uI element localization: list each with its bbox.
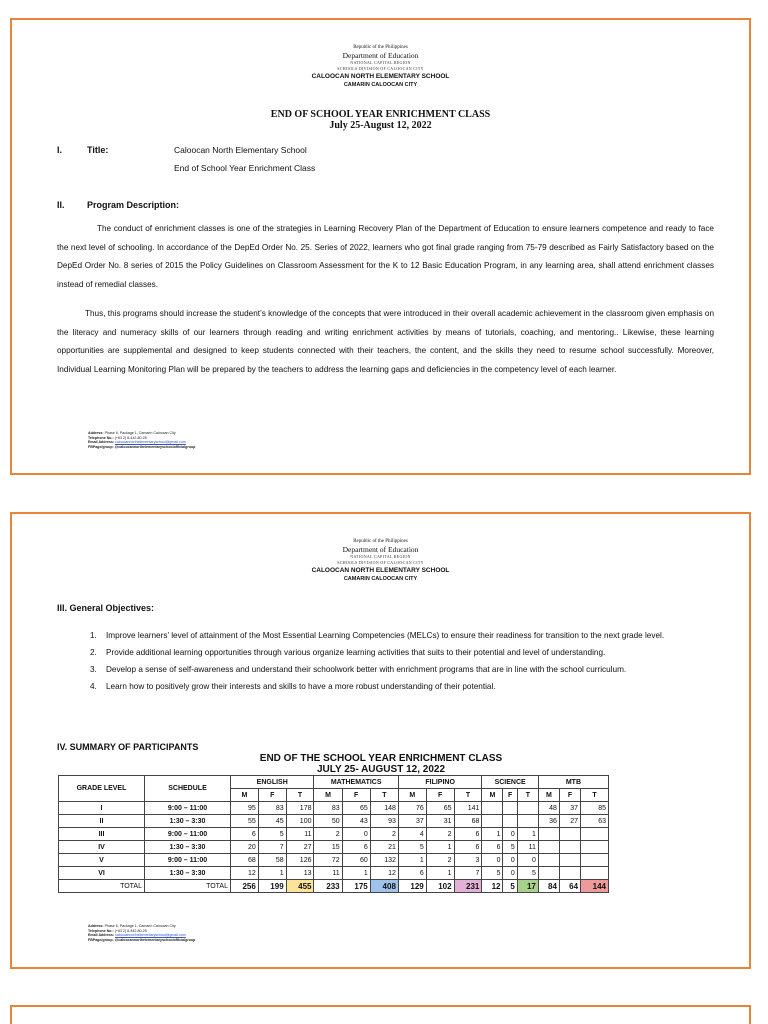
value-cell: 0 (503, 854, 517, 867)
value-cell: 5 (503, 841, 517, 854)
value-cell: 4 (398, 828, 426, 841)
value-cell (559, 828, 580, 841)
grade-cell: V (59, 854, 145, 867)
letterhead-region: NATIONAL CAPITAL REGION (350, 554, 411, 559)
value-cell (559, 841, 580, 854)
footer-email-label: Email Address: (88, 933, 115, 938)
value-cell: 93 (370, 815, 398, 828)
value-cell: 72 (314, 854, 342, 867)
document-page-2 (10, 512, 751, 969)
value-cell: 5 (482, 867, 503, 880)
value-cell: 2 (314, 828, 342, 841)
footer-address: Phase 6, Package 1, Camarin Caloocan City (104, 431, 176, 435)
header-english: ENGLISH (231, 776, 314, 789)
schedule-cell: 9:00 – 11:00 (145, 802, 231, 815)
value-cell: 68 (231, 854, 259, 867)
section-1-number: I. (57, 145, 63, 155)
subheader-t: T (370, 789, 398, 802)
value-cell: 1 (482, 828, 503, 841)
objective-item (90, 627, 716, 644)
value-cell: 0 (517, 854, 538, 867)
value-cell: 6 (454, 841, 482, 854)
objective-number: 3. (90, 665, 97, 674)
subheader-t: T (517, 789, 538, 802)
table-row (59, 815, 609, 828)
summary-heading: IV. SUMMARY OF PARTICIPANTS (57, 742, 199, 752)
value-cell: 31 (426, 815, 454, 828)
letterhead-department: Department of Education (342, 545, 419, 554)
value-cell: 6 (454, 828, 482, 841)
letterhead-region: NATIONAL CAPITAL REGION (350, 60, 411, 65)
value-cell: 55 (231, 815, 259, 828)
total-value-cell: 256 (231, 880, 259, 893)
value-cell: 95 (231, 802, 259, 815)
schedule-cell: 9:00 – 11:00 (145, 828, 231, 841)
subheader-t: T (454, 789, 482, 802)
value-cell: 15 (314, 841, 342, 854)
value-cell (581, 841, 609, 854)
header-mathematics: MATHEMATICS (314, 776, 398, 789)
value-cell: 76 (398, 802, 426, 815)
value-cell: 11 (286, 828, 314, 841)
objective-item (90, 678, 716, 695)
grade-cell: II (59, 815, 145, 828)
value-cell: 65 (342, 802, 370, 815)
title-line-2: July 25-August 12, 2022 (329, 120, 432, 131)
value-cell: 65 (426, 802, 454, 815)
schedule-cell: 1:30 – 3:30 (145, 841, 231, 854)
letterhead-division: SCHOOLS DIVISION OF CALOOCAN CITY (337, 66, 424, 71)
value-cell: 5 (258, 828, 286, 841)
value-cell: 1 (517, 828, 538, 841)
value-cell: 83 (314, 802, 342, 815)
value-cell: 50 (314, 815, 342, 828)
value-cell: 13 (286, 867, 314, 880)
total-label-grade: TOTAL (59, 880, 145, 893)
value-cell: 60 (342, 854, 370, 867)
value-cell (538, 854, 559, 867)
table-title-2: JULY 25- AUGUST 12, 2022 (316, 764, 446, 775)
letterhead-school: CALOOCAN NORTH ELEMENTARY SCHOOL (311, 73, 450, 80)
value-cell (482, 815, 503, 828)
value-cell: 27 (559, 815, 580, 828)
participants-summary-table (58, 775, 609, 893)
value-cell: 1 (398, 854, 426, 867)
letterhead-republic: Republic of the Philippines (353, 539, 408, 544)
total-value-cell: 233 (314, 880, 342, 893)
value-cell: 178 (286, 802, 314, 815)
footer-address-label: Address: (88, 924, 104, 928)
objective-text: Provide additional learning opportunities through various organize learning activities that suits to their potential and level of understanding. (106, 648, 606, 657)
value-cell (538, 841, 559, 854)
value-cell: 68 (454, 815, 482, 828)
footer-telephone-label: Telephone No.: (88, 928, 114, 933)
value-cell: 20 (231, 841, 259, 854)
subheader-f: F (342, 789, 370, 802)
subheader-m: M (482, 789, 503, 802)
footer-fb-label: FBPage/group: (88, 444, 114, 449)
table-body (59, 802, 609, 893)
footer-address-label: Address: (88, 431, 104, 435)
value-cell: 141 (454, 802, 482, 815)
subheader-t: T (581, 789, 609, 802)
value-cell: 1 (426, 867, 454, 880)
footer-telephone-label: Telephone No.: (88, 435, 114, 440)
footer-fb-label: FBPage/group: (88, 937, 114, 942)
objective-item (90, 661, 716, 678)
objective-number: 2. (90, 648, 97, 657)
letterhead-school: CALOOCAN NORTH ELEMENTARY SCHOOL (311, 567, 450, 574)
footer-fb: @caloocannorthelementaryschoolofficialgroup (114, 937, 196, 942)
value-cell: 12 (231, 867, 259, 880)
value-cell: 83 (258, 802, 286, 815)
subheader-m: M (398, 789, 426, 802)
document-page-1 (10, 18, 751, 475)
subject-total-cell: 408 (370, 880, 398, 893)
total-value-cell: 102 (426, 880, 454, 893)
value-cell: 11 (314, 867, 342, 880)
value-cell: 126 (286, 854, 314, 867)
value-cell (559, 854, 580, 867)
total-row (59, 880, 609, 893)
subheader-f: F (559, 789, 580, 802)
value-cell: 45 (258, 815, 286, 828)
footer-address: Phase 6, Package 1, Camarin Caloocan City (104, 924, 176, 928)
value-cell: 58 (258, 854, 286, 867)
letterhead-place: CAMARIN CALOOCAN CITY (343, 82, 418, 88)
letterhead (12, 538, 749, 584)
objectives-list (90, 627, 716, 695)
table-row (59, 841, 609, 854)
schedule-cell: 1:30 – 3:30 (145, 867, 231, 880)
footer-fb: @caloocannorthelementaryschoolofficialgroup (114, 444, 196, 449)
value-cell: 2 (426, 854, 454, 867)
total-value-cell: 12 (482, 880, 503, 893)
header-mtb: MTB (538, 776, 608, 789)
total-value-cell: 129 (398, 880, 426, 893)
value-cell: 132 (370, 854, 398, 867)
schedule-cell: 9:00 – 11:00 (145, 854, 231, 867)
value-cell: 37 (559, 802, 580, 815)
value-cell: 1 (342, 867, 370, 880)
table-row (59, 828, 609, 841)
value-cell: 36 (538, 815, 559, 828)
page-footer (88, 924, 195, 942)
footer-email-link[interactable]: caloocannorthelementaryschool@gmail.com (115, 933, 186, 938)
value-cell (581, 867, 609, 880)
paragraph-2-text: Thus, this programs should increase the student’s knowledge of the concepts that were introduced in their overall academic achievement in the classroom given emphasis on the literacy and numeracy skills of our learners through reading and writing enrichment activities by means of tutorials, coaching, and mentoring.. Likewise, these learning opportunities are supplemental and designed to keep students connected with their teachers, the content, and the skills they need to resume school successfully. Moreover, Individual Learning Monitoring Plan will be prepared by the teachers to address the learning gaps and deficiencies in the competency level of each learner. (57, 309, 714, 374)
subject-total-cell: 17 (517, 880, 538, 893)
title-value-1: Caloocan North Elementary School (174, 145, 307, 155)
objective-number: 1. (90, 631, 97, 640)
value-cell (538, 828, 559, 841)
grade-cell: III (59, 828, 145, 841)
value-cell: 37 (398, 815, 426, 828)
value-cell: 0 (482, 854, 503, 867)
section-2-label: Program Description: (87, 200, 180, 210)
value-cell: 0 (503, 828, 517, 841)
value-cell: 63 (581, 815, 609, 828)
subheader-f: F (258, 789, 286, 802)
value-cell (559, 867, 580, 880)
program-description-paragraph-1 (57, 220, 714, 294)
value-cell: 48 (538, 802, 559, 815)
value-cell (503, 802, 517, 815)
header-grade-level: GRADE LEVEL (59, 776, 145, 802)
total-label-schedule: TOTAL (145, 880, 231, 893)
objective-text: Learn how to positively grow their interests and skills to have a more robust understanding of their potential. (106, 682, 496, 691)
objective-number: 4. (90, 682, 97, 691)
value-cell: 6 (231, 828, 259, 841)
table-title-1: END OF THE SCHOOL YEAR ENRICHMENT CLASS (259, 753, 503, 764)
paragraph-1-text: The conduct of enrichment classes is one of the strategies in Learning Recovery Plan of the Department of Education to ensure learners competence and ready to face the next level of schooling. In accordance of the DepEd Order No. 25. Series of 2022, learners who got final grade ranging from 75-79 described as Fairly Satisfactory based on the DepEd Order No. 8 series of 2015 the Policy Guidelines on Classroom Assessment for the K to 12 Basic Education Program, in any learning area, shall attend enrichment classes instead of remedial classes. (57, 224, 714, 289)
header-science: SCIENCE (482, 776, 538, 789)
total-value-cell: 5 (503, 880, 517, 893)
objective-text: Improve learners’ level of attainment of the Most Essential Learning Competencies (MELCs) to ensure their readiness for transition to the next grade level. (106, 631, 665, 640)
value-cell: 1 (426, 841, 454, 854)
subheader-m: M (314, 789, 342, 802)
section-1-label: Title: (87, 145, 109, 155)
value-cell: 6 (398, 867, 426, 880)
footer-email-link[interactable]: caloocannorthelementaryschool@gmail.com (115, 440, 186, 445)
header-filipino: FILIPINO (398, 776, 481, 789)
value-cell: 5 (398, 841, 426, 854)
value-cell (581, 854, 609, 867)
value-cell: 7 (258, 841, 286, 854)
page-footer (88, 431, 195, 449)
footer-telephone: (+63 2) 8-442-80-25 (114, 928, 147, 933)
table-row (59, 854, 609, 867)
total-value-cell: 175 (342, 880, 370, 893)
letterhead-department: Department of Education (342, 51, 419, 60)
document-page-3 (10, 1005, 751, 1024)
objective-item (90, 644, 716, 661)
value-cell: 7 (454, 867, 482, 880)
value-cell: 2 (426, 828, 454, 841)
footer-email-label: Email Address: (88, 440, 115, 445)
subject-total-cell: 455 (286, 880, 314, 893)
value-cell (482, 802, 503, 815)
document-title (12, 109, 749, 131)
value-cell: 0 (342, 828, 370, 841)
grade-cell: VI (59, 867, 145, 880)
header-schedule: SCHEDULE (145, 776, 231, 802)
schedule-cell: 1:30 – 3:30 (145, 815, 231, 828)
table-row (59, 802, 609, 815)
subheader-m: M (231, 789, 259, 802)
letterhead-place: CAMARIN CALOOCAN CITY (343, 576, 418, 582)
objective-text: Develop a sense of self-awareness and understand their schoolwork better with enrichment programs that are in line with the school curriculum. (106, 665, 627, 674)
value-cell: 6 (482, 841, 503, 854)
grade-cell: IV (59, 841, 145, 854)
value-cell (503, 815, 517, 828)
value-cell (517, 802, 538, 815)
letterhead-republic: Republic of the Philippines (353, 45, 408, 50)
subheader-m: M (538, 789, 559, 802)
title-line-1: END OF SCHOOL YEAR ENRICHMENT CLASS (270, 109, 491, 120)
table-row (59, 867, 609, 880)
value-cell: 21 (370, 841, 398, 854)
total-value-cell: 64 (559, 880, 580, 893)
value-cell: 1 (258, 867, 286, 880)
letterhead (12, 44, 749, 90)
value-cell (581, 828, 609, 841)
value-cell (538, 867, 559, 880)
letterhead-division: SCHOOLS DIVISION OF CALOOCAN CITY (337, 560, 424, 565)
subheader-f: F (503, 789, 517, 802)
value-cell: 5 (517, 867, 538, 880)
value-cell: 100 (286, 815, 314, 828)
total-value-cell: 84 (538, 880, 559, 893)
subheader-f: F (426, 789, 454, 802)
section-2-number: II. (57, 200, 65, 210)
value-cell: 85 (581, 802, 609, 815)
program-description-paragraph-2 (57, 305, 714, 379)
value-cell: 2 (370, 828, 398, 841)
value-cell: 11 (517, 841, 538, 854)
value-cell: 27 (286, 841, 314, 854)
value-cell: 6 (342, 841, 370, 854)
objectives-heading: III. General Objectives: (57, 603, 155, 613)
subheader-t: T (286, 789, 314, 802)
value-cell (517, 815, 538, 828)
total-value-cell: 199 (258, 880, 286, 893)
grade-cell: I (59, 802, 145, 815)
value-cell: 43 (342, 815, 370, 828)
value-cell: 0 (503, 867, 517, 880)
footer-telephone: (+63 2) 8-442-80-25 (114, 435, 147, 440)
value-cell: 12 (370, 867, 398, 880)
value-cell: 3 (454, 854, 482, 867)
subject-total-cell: 144 (581, 880, 609, 893)
title-value-2: End of School Year Enrichment Class (174, 163, 316, 173)
subject-total-cell: 231 (454, 880, 482, 893)
value-cell: 148 (370, 802, 398, 815)
